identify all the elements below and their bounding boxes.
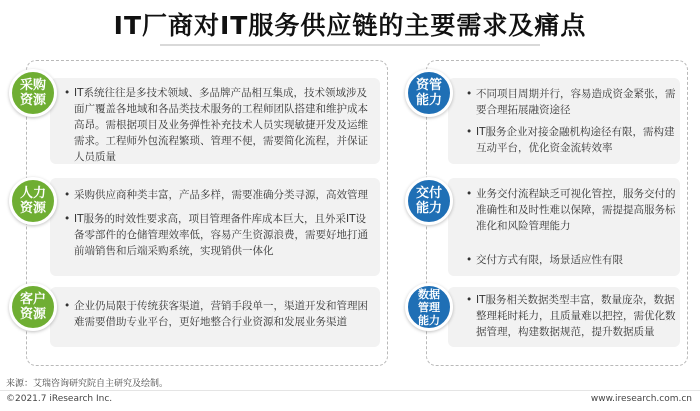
badge-human-resources: 人力资源 [9, 177, 57, 225]
right-bullet-4: • 交付方式有限，场景适应性有限 [466, 252, 676, 268]
left-bullet-1: • IT系统往往是多技术领域、多品牌产品相互集成，技术领域涉及面广覆盖各地域和各品类技术服务的工程师团队搭建和维护成本高昂。需根据项目及业务弹性补充技术人员实现敏捷开发及运维需求。工程师外包流程繁琐、管理不便，需要简化流程，并保证人员质量 [64, 85, 376, 165]
footer-divider [0, 390, 700, 391]
right-bullet-1: • 不同项目周期并行，容易造成资金紧张，需要合理拓展融资途径 [466, 86, 676, 118]
badge-customer-resources: 客户资源 [9, 283, 57, 331]
badge-procurement-resources: 采购资源 [9, 69, 57, 117]
right-bullet-3: • 业务交付流程缺乏可视化管控，服务交付的准确性和及时性难以保障，需提提高服务标准化和风险管理能力 [466, 186, 676, 234]
right-bullet-5: • IT服务相关数据类型丰富，数量庞杂，数据整理耗时耗力，且质量难以把控，需优化数据管理，构建数据规范，提升数据质量 [466, 292, 676, 340]
page-title: IT厂商对IT服务供应链的主要需求及痛点 [113, 11, 587, 40]
left-bullet-2: • 采购供应商种类丰富，产品多样，需要准确分类寻源，高效管理 [64, 187, 376, 203]
badge-data-management: 数据管理能力 [405, 283, 453, 331]
left-bullet-4: • 企业仍局限于传统获客渠道，营销手段单一，渠道开发和管理困难需要借助专业平台，更好地整合行业资源和发展业务渠道 [64, 298, 376, 330]
badge-capital-management: 资管能力 [405, 69, 453, 117]
website-link[interactable]: www.iresearch.com.cn [590, 394, 692, 404]
right-bullet-2: • IT服务企业对接金融机构途径有限，需构建互动平台，优化资金流转效率 [466, 124, 676, 156]
source-note: 来源：艾瑞咨询研究院自主研究及绘制。 [6, 379, 169, 389]
title-divider [160, 44, 540, 46]
copyright: ©2021.7 iResearch Inc. [6, 394, 113, 404]
badge-delivery-capability: 交付能力 [405, 177, 453, 225]
left-bullet-3: • IT服务的时效性要求高，项目管理备件库成本巨大，且外采IT设备零部件的仓储管理效率低，容易产生资源浪费，需要好地打通前端销售和后端采购系统，实现销供一体化 [64, 211, 376, 259]
